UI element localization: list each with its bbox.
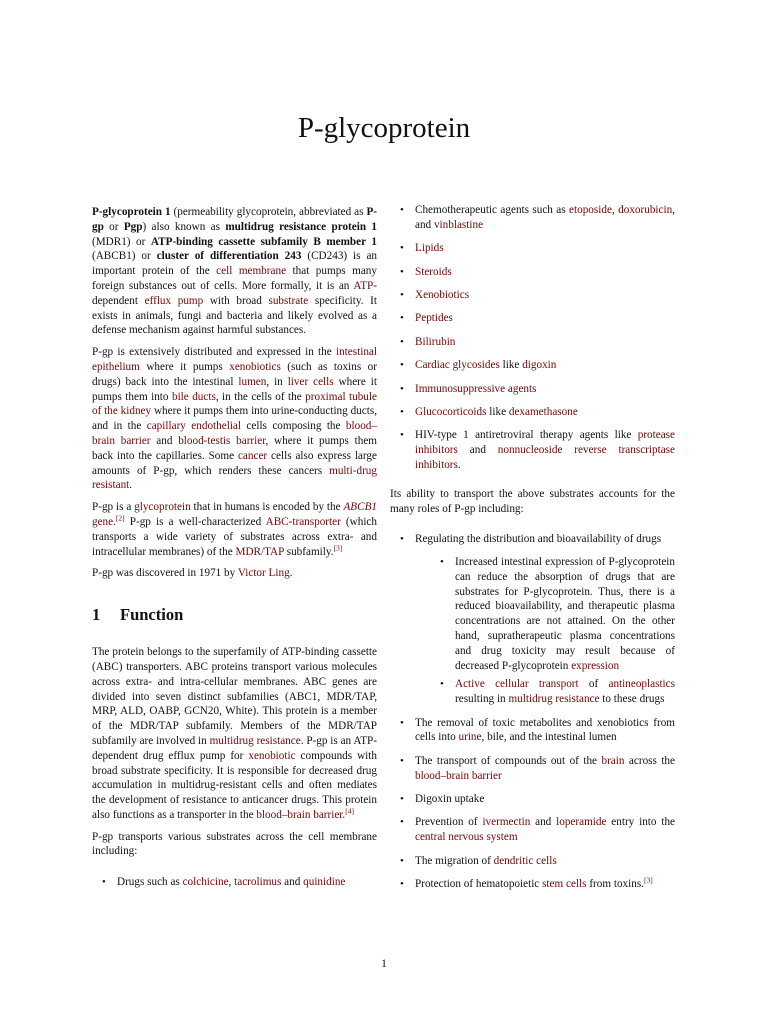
text: specificity. It exists in animals, fungi and bacteria and likely evolved as a defense mechanism against harmful substances.: [92, 294, 377, 337]
text: Regulating the distribution and bioavailability of drugs: [415, 533, 662, 546]
text: (CD243) is an important protein of the: [92, 250, 377, 278]
text: P-gp is a well-characterized: [124, 515, 266, 528]
list-item: [390, 265, 675, 280]
citation-link[interactable]: [2]: [115, 513, 125, 523]
link-intestinal-epithelium[interactable]: intestinal epithelium: [92, 346, 377, 373]
text: The protein belongs to the superfamily of ATP-binding cassette (ABC) transporters. ABC proteins transport various molecules across extra- and intra-cellular membranes. ABC genes are divided into seven distinct subfamilies (ABC1, MDR/TAP, MRP, ALD, OABP, GCN20, White). This protein is a member of the MDR/TAP subfamily. Members of the MDR/TAP subfamily are involved in: [92, 646, 377, 747]
text: ) also known as: [142, 220, 226, 233]
list-item: [390, 877, 675, 892]
list-item: [390, 716, 675, 746]
gene-name: ABCB1: [343, 501, 377, 514]
list-item: [390, 405, 675, 420]
link-steroids[interactable]: Steroids: [415, 265, 452, 278]
text: P-gp is extensively distributed and expressed in the: [92, 346, 336, 359]
link-victor-ling[interactable]: Victor Ling: [237, 567, 290, 580]
text: resulting in: [455, 693, 509, 706]
link-liver-cells[interactable]: liver cells: [287, 375, 334, 388]
text: (which transports a wide variety of substrates across extra- and intracellular membranes) of the: [92, 515, 377, 558]
text: Increased intestinal expression of P-glycoprotein can reduce the absorption of drugs that are substrates for P-glycoprotein. Thus, there is a reduced bioavailability, and therapeutic plasma concentrations are not attained. On the other hand, supratherapeutic plasma concentrations and drug toxicity may result because of decreased P-glycoprotein: [455, 556, 675, 672]
text: like: [499, 359, 523, 372]
link-antineoplastics[interactable]: antineoplastics: [608, 678, 675, 691]
text: across the: [624, 754, 675, 767]
link-digoxin[interactable]: digoxin: [522, 359, 557, 372]
bold-term: cluster of differentiation 243: [156, 250, 302, 263]
discovery-paragraph: [92, 566, 377, 581]
roles-list: [390, 532, 675, 892]
text: and: [457, 444, 498, 457]
text: P-gp was discovered in 1971 by: [92, 567, 238, 580]
list-item: [390, 311, 675, 326]
section-heading: [92, 605, 377, 625]
list-item: [415, 677, 675, 707]
link-etoposide[interactable]: etoposide: [569, 204, 612, 216]
list-item: [390, 854, 675, 869]
text: cells composing the: [241, 420, 346, 433]
list-item: [390, 203, 675, 233]
link-blood-brain-barrier[interactable]: blood–brain barrier: [256, 808, 343, 821]
text: ,: [611, 204, 619, 216]
text: like: [486, 405, 509, 418]
link-substrate[interactable]: substrate: [268, 294, 309, 307]
link-loperamide[interactable]: loperamide: [556, 816, 607, 829]
link-capillary-endothelial[interactable]: capillary endothelial: [146, 420, 241, 433]
text: (such as toxins or drugs) back into the intestinal: [92, 360, 377, 388]
text: .: [289, 567, 293, 580]
text: .: [457, 458, 461, 471]
text: with broad: [203, 294, 269, 307]
link-blood-brain-barrier[interactable]: blood–brain barrier: [415, 769, 502, 782]
text: and: [530, 816, 557, 829]
list-item: [390, 288, 675, 303]
text: , and: [415, 204, 675, 231]
text: from toxins.: [586, 878, 645, 890]
distribution-paragraph: [92, 345, 377, 493]
link-xenobiotics[interactable]: Xenobiotics: [415, 288, 470, 301]
link-doxorubicin[interactable]: doxorubicin: [618, 204, 673, 216]
link-cardiac-glycosides[interactable]: Cardiac glycosides: [415, 359, 500, 372]
text: Protection of hematopoietic: [415, 878, 543, 890]
text: to these drugs: [599, 693, 665, 706]
link-vinblastine[interactable]: vinblastine: [433, 218, 484, 231]
link-dexamethasone[interactable]: dexamethasone: [508, 405, 578, 418]
text: and: [281, 876, 304, 889]
text: -dependent: [92, 279, 377, 307]
text: .: [342, 808, 346, 821]
text: , bile, and the intestinal lumen: [481, 731, 617, 744]
page-number: 1: [381, 958, 387, 970]
link-ivermectin[interactable]: ivermectin: [482, 816, 531, 829]
text: .: [113, 515, 116, 528]
list-item: [390, 382, 675, 397]
text: cells also express large amounts of P-gp, which renders these cancers: [92, 449, 377, 477]
text: (MDR1) or: [92, 235, 151, 248]
link-xenobiotic[interactable]: xenobiotic: [248, 749, 296, 762]
link-bile-ducts[interactable]: bile ducts: [171, 390, 216, 403]
link-protease-inhibitors[interactable]: protease inhibitors: [415, 429, 675, 457]
citation-link[interactable]: [3]: [644, 875, 653, 885]
link-glucocorticoids[interactable]: Glucocorticoids: [415, 405, 487, 418]
text: or: [103, 220, 124, 233]
text: , in the cells of the: [215, 390, 306, 403]
substrates-intro: P-gp transports various substrates across the cell membrane including:: [92, 830, 377, 858]
bold-term: P-gp: [92, 206, 377, 233]
bold-term: P-glycoprotein 1: [92, 206, 171, 218]
list-item: [92, 875, 377, 890]
intro-paragraph: [92, 205, 377, 338]
nested-list: [415, 555, 675, 707]
link-stem-cells[interactable]: stem cells: [542, 878, 587, 890]
gene-paragraph: [92, 500, 377, 559]
section-title: Function: [120, 605, 184, 625]
link-xenobiotics[interactable]: xenobiotics: [229, 360, 281, 373]
text: Chemotherapeutic agents such as: [415, 204, 570, 216]
text: compounds with broad substrate specificity. It is responsible for decreased drug accumulation in multidrug-resistant cells and often mediates the development of resistance to anticancer drugs. This protein also functions as a transporter in the: [92, 749, 377, 821]
text: that pumps many foreign substances out of cells. More formally, it is an: [92, 265, 377, 292]
text: ,: [228, 876, 235, 889]
list-item: [390, 792, 675, 807]
link-proximal-tubule[interactable]: proximal tubule of the kidney: [92, 390, 377, 418]
link-bilirubin[interactable]: Bilirubin: [415, 335, 456, 348]
text: Drugs such as: [117, 876, 183, 889]
text: where it pumps: [139, 360, 230, 373]
link-nnrti[interactable]: nonnucleoside reverse transcriptase inhibitors: [415, 444, 675, 471]
citation-link[interactable]: [4]: [345, 806, 354, 816]
substrate-list: [390, 203, 675, 473]
list-item: [390, 428, 675, 472]
text: of: [578, 678, 609, 691]
link-dendritic-cells[interactable]: dendritic cells: [493, 854, 557, 867]
bold-term: Pgp: [123, 220, 143, 233]
list-item: [390, 358, 675, 373]
text: (ABCB1) or: [92, 250, 157, 263]
link-blood-brain-barrier[interactable]: blood–brain barrier: [92, 420, 377, 447]
bold-term: multidrug resistance protein 1: [225, 220, 377, 233]
text: , where it pumps them back into the capillaries. Some: [92, 434, 378, 462]
link-efflux-pump[interactable]: efflux pump: [144, 294, 204, 307]
drug-list: [92, 875, 377, 890]
right-column: [390, 203, 675, 900]
page-title: P-glycoprotein: [297, 112, 471, 144]
text: and: [150, 434, 179, 447]
link-central-nervous-system[interactable]: central nervous system: [415, 831, 518, 844]
link-lipids[interactable]: Lipids: [415, 242, 444, 255]
link-multi-drug-resistant[interactable]: multi-drug resistant: [92, 464, 377, 492]
link-multidrug-resistance[interactable]: multidrug resistance: [508, 693, 600, 706]
list-item: [390, 532, 675, 707]
text: Digoxin uptake: [415, 793, 485, 806]
text: . P-gp is an ATP-dependent drug efflux pump for: [92, 734, 377, 762]
link-immunosuppressive-agents[interactable]: Immunosuppressive agents: [415, 382, 537, 395]
text: where it pumps them into: [92, 375, 378, 403]
link-abc-transporter[interactable]: ABC-transporter: [265, 515, 341, 528]
bold-term: ATP-binding cassette subfamily B member 1: [150, 235, 377, 248]
link-glycoprotein[interactable]: glycoprotein: [134, 501, 191, 514]
text: The removal of toxic metabolites and xenobiotics from cells into: [415, 716, 675, 744]
section-number: 1: [92, 605, 101, 625]
link-mdr-tap[interactable]: MDR/TAP: [235, 545, 284, 558]
text: P-gp is a: [92, 501, 135, 514]
link-brain[interactable]: brain: [601, 754, 625, 767]
function-paragraph: [92, 645, 377, 823]
list-item: [390, 335, 675, 350]
text: subfamily.: [283, 545, 334, 558]
link-quinidine[interactable]: quinidine: [303, 876, 346, 889]
roles-intro: Its ability to transport the above substrates accounts for the many roles of P-gp including:: [390, 487, 675, 515]
link-urine[interactable]: urine: [458, 731, 482, 744]
link-cancer[interactable]: cancer: [237, 449, 268, 462]
text: The transport of compounds out of the: [415, 754, 602, 767]
link-peptides[interactable]: Peptides: [415, 312, 453, 325]
list-item: [390, 815, 675, 845]
link-active-transport[interactable]: Active cellular transport: [455, 678, 579, 691]
list-item: [415, 555, 675, 673]
link-atp[interactable]: ATP: [353, 279, 374, 292]
link-multidrug-resistance[interactable]: multidrug resistance: [209, 734, 301, 747]
text: The migration of: [415, 854, 494, 867]
text: , in: [266, 375, 288, 388]
link-cell-membrane[interactable]: cell membrane: [216, 265, 287, 278]
text: that in humans is encoded by the: [190, 501, 344, 514]
link-blood-testis-barrier[interactable]: blood-testis barrier: [178, 434, 266, 447]
list-item: [390, 241, 675, 256]
list-item: [390, 754, 675, 784]
text: entry into the: [606, 816, 676, 829]
text: gene: [92, 515, 114, 528]
left-column: [92, 205, 377, 899]
citation-link[interactable]: [3]: [333, 542, 343, 552]
link-colchicine[interactable]: colchicine: [182, 876, 229, 889]
text: Prevention of: [415, 816, 483, 829]
link-tacrolimus[interactable]: tacrolimus: [234, 876, 282, 889]
text: where it pumps them into urine-conducting ducts, and in the: [92, 405, 377, 433]
text: .: [129, 479, 133, 492]
link-expression[interactable]: expression: [571, 659, 620, 672]
text: (permeability glycoprotein, abbreviated as: [170, 206, 367, 218]
text: HIV-type 1 antiretroviral therapy agents like: [415, 429, 638, 442]
link-lumen[interactable]: lumen: [238, 375, 267, 388]
